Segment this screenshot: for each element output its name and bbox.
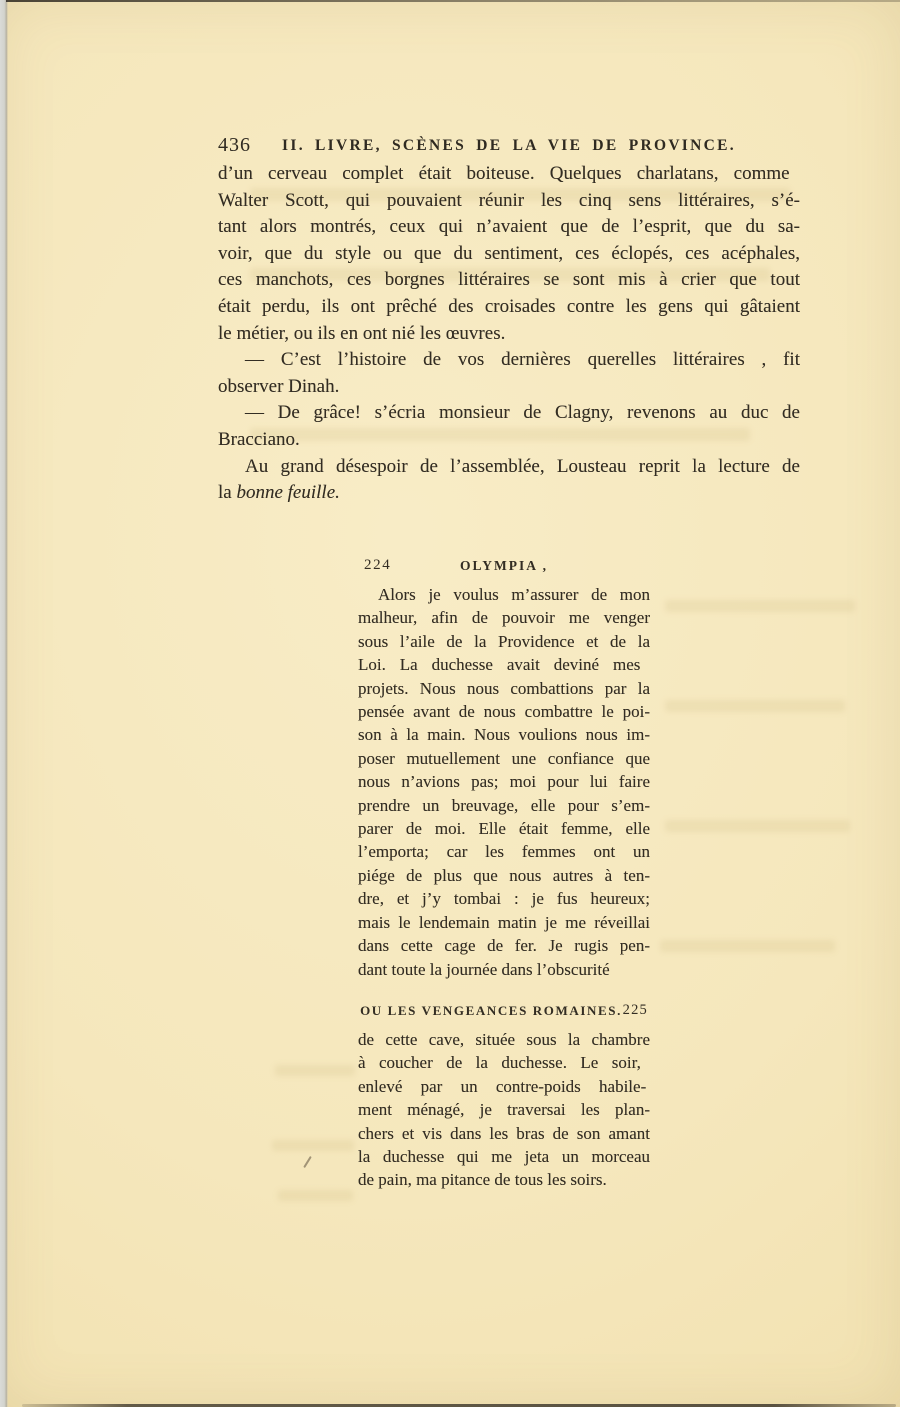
page-showthrough-artifact	[665, 600, 855, 612]
excerpt-225-header	[358, 1002, 650, 1019]
excerpt-224-page-number: 224	[364, 557, 392, 573]
text-line: — De grâce! s’écria monsieur de Clagny, revenons au duc de	[245, 402, 800, 424]
text-line: poser mutuellement une confiance que	[358, 748, 650, 768]
page-showthrough-artifact	[272, 1140, 354, 1151]
text-line: de pain, ma pitance de tous les soirs.	[358, 1170, 607, 1190]
text-line: observer Dinah.	[218, 375, 340, 397]
text-line: projets. Nous nous combattions par la	[358, 678, 650, 698]
text-line: mais le lendemain matin je me réveillai	[358, 912, 650, 932]
text-line: ces manchots, ces borgnes littéraires se sont mis à crier que tout	[218, 269, 800, 291]
text-line: ment ménagé, je traversai les plan-	[358, 1100, 650, 1120]
page-number: 436	[218, 134, 251, 156]
page-showthrough-artifact	[278, 1190, 353, 1201]
page-edge-left	[0, 0, 8, 1407]
text-line: d’un cerveau complet était boiteuse. Quelques charlatans, comme	[218, 163, 790, 184]
text-line: dant toute la journée dans l’obscurité	[358, 959, 610, 979]
page-showthrough-artifact	[275, 1065, 355, 1076]
text-line: malheur, afin de pouvoir me venger	[358, 608, 650, 628]
text-line: la duchesse qui me jeta un morceau	[358, 1147, 650, 1167]
text-line: la bonne feuille.	[218, 482, 340, 504]
page-edge-top	[6, 0, 900, 2]
text-line: sous l’aile de la Providence et de la	[358, 631, 650, 651]
text-line: parer de moi. Elle était femme, elle	[358, 819, 650, 839]
text-line: Loi. La duchesse avait deviné mes	[358, 655, 641, 675]
text-line: dans cette cage de fer. Je rugis pen-	[358, 936, 650, 956]
text-line: dre, et j’y tombai : je fus heureux;	[358, 889, 650, 909]
excerpt-225-text-block	[358, 1028, 650, 1192]
excerpt-224-title: OLYMPIA ,	[459, 558, 548, 573]
text-line: le métier, ou ils en ont nié les œuvres.	[218, 322, 506, 344]
excerpt-224-text-block	[358, 583, 650, 981]
text-line: tant alors montrés, ceux qui n’avaient que de l’esprit, que du sa-	[218, 216, 800, 238]
text-line: Au grand désespoir de l’assemblée, Lousteau reprit la lecture de	[245, 455, 800, 477]
page-showthrough-artifact	[660, 940, 835, 952]
text-line: l’emporta; car les femmes ont un	[358, 842, 650, 862]
running-header-title: II. LIVRE, SCÈNES DE LA VIE DE PROVINCE.	[282, 137, 736, 154]
text-line: à coucher de la duchesse. Le soir,	[358, 1053, 641, 1073]
text-line: Walter Scott, qui pouvaient réunir les cinq sens littéraires, s’é-	[218, 189, 800, 211]
text-line: de cette cave, située sous la chambre	[358, 1030, 650, 1049]
excerpt-224-header	[358, 557, 650, 574]
page-showthrough-artifact	[665, 700, 845, 712]
text-line: pensée avant de nous combattre le poi-	[358, 702, 650, 722]
text-line: nous n’avions pas; moi pour lui faire	[358, 772, 650, 792]
text-line: piége de plus que nous autres à ten-	[358, 865, 650, 885]
text-line: chers et vis dans les bras de son amant	[358, 1123, 650, 1143]
excerpt-225-page-number: 225	[622, 1002, 648, 1018]
excerpt-225-title: OU LES VENGEANCES ROMAINES.	[360, 1003, 622, 1018]
text-line: voir, que du style ou que du sentiment, ces éclopés, ces acéphales,	[218, 242, 800, 264]
stray-ink-mark	[303, 1156, 312, 1168]
text-line: — C’est l’histoire de vos dernières querelles littéraires , fit	[245, 349, 800, 371]
text-line: Alors je voulus m’assurer de mon	[378, 585, 650, 604]
text-line: enlevé par un contre-poids habile-	[358, 1076, 647, 1096]
text-line: son à la main. Nous voulions nous im-	[358, 725, 650, 745]
page-showthrough-artifact	[665, 820, 850, 832]
text-line: était perdu, ils ont prêché des croisades contre les gens qui gâtaient	[218, 295, 800, 317]
text-line: Bracciano.	[218, 428, 300, 450]
text-line: prendre un breuvage, elle pour s’em-	[358, 795, 650, 815]
running-header	[218, 133, 800, 159]
main-text-block	[218, 161, 800, 507]
